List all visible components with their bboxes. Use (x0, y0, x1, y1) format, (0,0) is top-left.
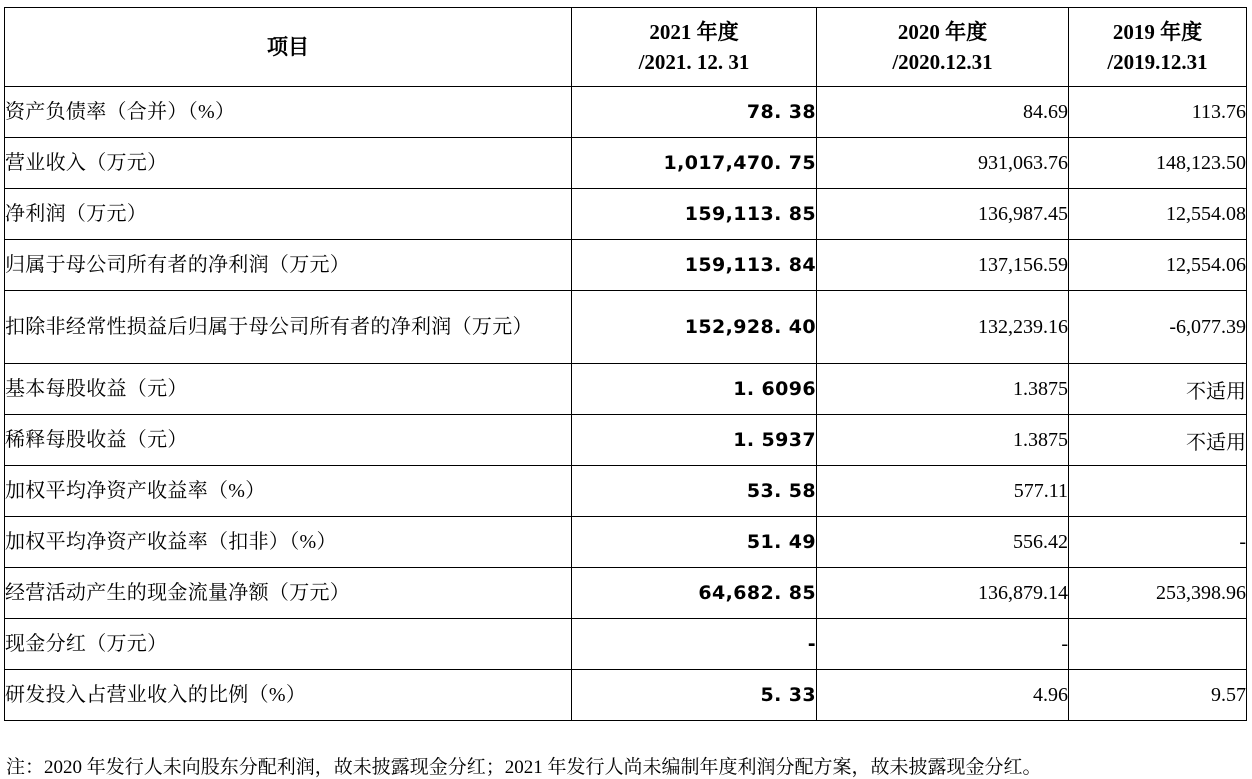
row-label: 加权平均净资产收益率（%） (5, 466, 572, 517)
table-row (5, 619, 1247, 670)
column-header-2021-line1: 2021 年度 (649, 19, 739, 44)
cell-y2019: 不适用 (1069, 364, 1247, 415)
cell-y2021: 51. 49 (572, 517, 817, 568)
table-row (5, 517, 1247, 568)
row-label: 基本每股收益（元） (5, 364, 572, 415)
row-label: 稀释每股收益（元） (5, 415, 572, 466)
row-label: 经营活动产生的现金流量净额（万元） (5, 568, 572, 619)
cell-y2021: 159,113. 84 (572, 240, 817, 291)
column-header-item (5, 8, 572, 87)
column-header-2020-line2: /2020.12.31 (892, 50, 993, 74)
cell-y2021: 1. 6096 (572, 364, 817, 415)
cell-y2020: 931,063.76 (817, 138, 1069, 189)
cell-y2019: 不适用 (1069, 415, 1247, 466)
financial-indicators-table (4, 7, 1247, 721)
cell-y2021: 152,928. 40 (572, 291, 817, 364)
table-header-row (5, 8, 1247, 87)
table-row (5, 415, 1247, 466)
row-label: 营业收入（万元） (5, 138, 572, 189)
cell-y2021: 1. 5937 (572, 415, 817, 466)
cell-y2021: 1,017,470. 75 (572, 138, 817, 189)
cell-y2020: 84.69 (817, 87, 1069, 138)
cell-y2020: 577.11 (817, 466, 1069, 517)
cell-y2019: - (1069, 517, 1247, 568)
cell-y2020: 4.96 (817, 670, 1069, 721)
column-header-2019-line1: 2019 年度 (1112, 19, 1203, 44)
column-header-2020 (817, 8, 1069, 87)
table-row (5, 291, 1247, 364)
cell-y2019: 12,554.06 (1069, 240, 1247, 291)
cell-y2019: 253,398.96 (1069, 568, 1247, 619)
cell-y2019: 12,554.08 (1069, 189, 1247, 240)
cell-y2021: 53. 58 (572, 466, 817, 517)
row-label: 资产负债率（合并）（%） (5, 87, 572, 138)
cell-y2020: 1.3875 (817, 364, 1069, 415)
column-header-2020-line1: 2020 年度 (897, 19, 988, 44)
cell-y2019: -6,077.39 (1069, 291, 1247, 364)
column-header-2019 (1069, 8, 1247, 87)
table-footnote: 注：2020 年发行人未向股东分配利润，故未披露现金分红；2021 年发行人尚未编制年度利润分配方案，故未披露现金分红。 (6, 757, 1042, 778)
row-label: 扣除非经常性损益后归属于母公司所有者的净利润（万元） (5, 291, 572, 364)
cell-y2020: - (817, 619, 1069, 670)
table-row (5, 138, 1247, 189)
cell-y2020: 1.3875 (817, 415, 1069, 466)
row-label: 现金分红（万元） (5, 619, 572, 670)
table-row (5, 189, 1247, 240)
table-body (5, 87, 1247, 721)
cell-y2020: 136,987.45 (817, 189, 1069, 240)
table-row (5, 670, 1247, 721)
cell-y2019 (1069, 466, 1247, 517)
table-row (5, 240, 1247, 291)
cell-y2020: 136,879.14 (817, 568, 1069, 619)
cell-y2020: 137,156.59 (817, 240, 1069, 291)
cell-y2019: 113.76 (1069, 87, 1247, 138)
table-row (5, 87, 1247, 138)
table-row (5, 364, 1247, 415)
row-label: 研发投入占营业收入的比例（%） (5, 670, 572, 721)
column-header-2019-line2: /2019.12.31 (1107, 50, 1208, 74)
column-header-2021 (572, 8, 817, 87)
cell-y2020: 132,239.16 (817, 291, 1069, 364)
cell-y2020: 556.42 (817, 517, 1069, 568)
cell-y2021: 64,682. 85 (572, 568, 817, 619)
cell-y2021: 159,113. 85 (572, 189, 817, 240)
column-header-2021-line2: /2021. 12. 31 (638, 50, 750, 74)
cell-y2021: 78. 38 (572, 87, 817, 138)
table-row (5, 568, 1247, 619)
cell-y2019 (1069, 619, 1247, 670)
cell-y2021: 5. 33 (572, 670, 817, 721)
column-header-item-line1: 项目 (267, 34, 309, 59)
row-label: 加权平均净资产收益率（扣非）（%） (5, 517, 572, 568)
cell-y2019: 9.57 (1069, 670, 1247, 721)
row-label: 归属于母公司所有者的净利润（万元） (5, 240, 572, 291)
cell-y2019: 148,123.50 (1069, 138, 1247, 189)
table-row (5, 466, 1247, 517)
cell-y2021: - (572, 619, 817, 670)
row-label: 净利润（万元） (5, 189, 572, 240)
